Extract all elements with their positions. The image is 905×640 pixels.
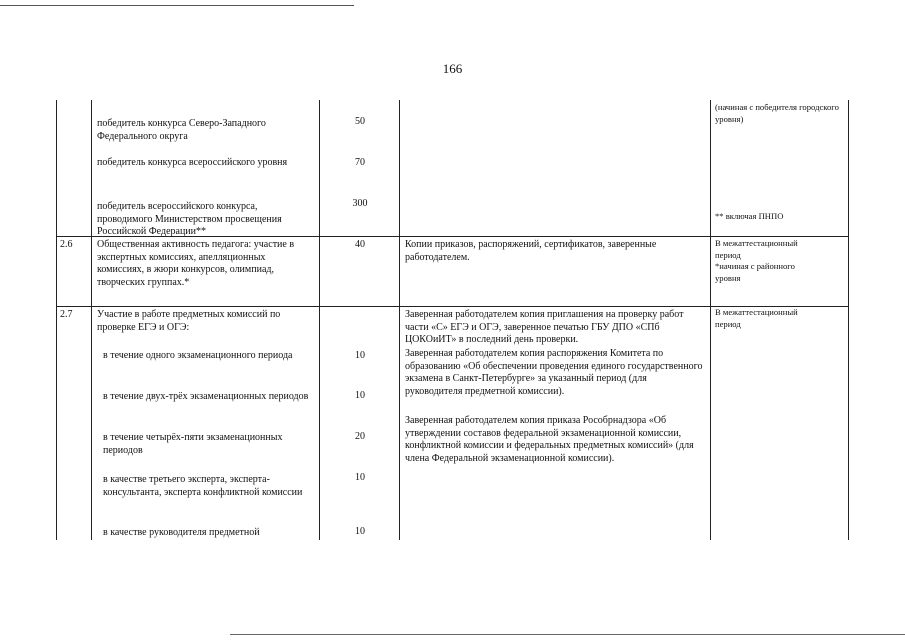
table-border-right	[848, 100, 849, 540]
column-divider-documents	[710, 100, 711, 540]
column-divider-points	[399, 100, 400, 540]
points-value: 10	[355, 390, 365, 401]
points-value: 50	[355, 116, 365, 127]
indicator-item: в течение одного экзаменационного периода	[103, 350, 293, 361]
points-value: 20	[355, 431, 365, 442]
documents-text: Заверенная работодателем копия распоряжения Комитета по образованию «Об обеспечении проведения единого государственного экзамена в Санкт-Петербурге» за указанный период (для руководителя предметной комиссии).	[405, 348, 703, 397]
indicator-item: в качестве руководителя предметной	[103, 527, 260, 538]
indicator-item: в течение двух-трёх экзаменационных периодов	[103, 391, 309, 402]
points-value: 10	[355, 350, 365, 361]
note-text: ** включая ПНПО	[715, 211, 784, 221]
scan-edge-top	[0, 5, 354, 6]
page-number: 166	[442, 61, 463, 76]
note-text: В межаттестационный период *начиная с районного уровня	[715, 238, 798, 283]
indicator-text: Общественная активность педагога: участие в экспертных комиссиях, апелляционных комиссиях, в жюри конкурсов, олимпиад, творческих группах.*	[97, 239, 295, 288]
documents-text: Копии приказов, распоряжений, сертификатов, заверенные работодателем.	[405, 239, 657, 263]
points-value: 300	[352, 198, 368, 209]
column-divider-num	[91, 100, 92, 540]
row-number: 2.6	[60, 239, 73, 250]
documents-text: Заверенная работодателем копия приглашения на проверку работ части «С» ЕГЭ и ОГЭ, заверенное печатью ГБУ ДПО «СПб ЦОКОиИТ» в последний день проверки.	[405, 309, 684, 345]
indicator-item: победитель всероссийского конкурса, проводимого Министерством просвещения Российской Федерации**	[97, 201, 282, 237]
column-divider-indicator	[319, 100, 320, 540]
indicator-item: победитель конкурса всероссийского уровня	[97, 157, 288, 168]
table-border-left	[56, 100, 57, 540]
row-number: 2.7	[60, 309, 73, 320]
indicator-item: победитель конкурса Северо-Западного Федерального округа	[97, 118, 266, 142]
indicator-item: в качестве третьего эксперта, эксперта-консультанта, эксперта конфликтной комиссии	[103, 474, 303, 498]
indicator-item: в течение четырёх-пяти экзаменационных периодов	[103, 432, 283, 456]
indicator-text: Участие в работе предметных комиссий по проверке ЕГЭ и ОГЭ:	[97, 309, 281, 333]
note-text: (начиная с победителя городского уровня)	[715, 102, 839, 124]
note-text: В межаттестационный период	[715, 307, 798, 329]
scan-edge-bottom	[230, 634, 905, 635]
points-value: 10	[355, 472, 365, 483]
points-value: 70	[355, 157, 365, 168]
documents-text: Заверенная работодателем копия приказа Рособрнадзора «Об утверждении составов федеральной экзаменационной комиссии, конфликтной комиссии и федеральных предметных комиссий» (для члена Федеральной экзаменационной комиссии).	[405, 415, 694, 464]
points-value: 10	[355, 526, 365, 537]
points-value: 40	[355, 239, 365, 250]
